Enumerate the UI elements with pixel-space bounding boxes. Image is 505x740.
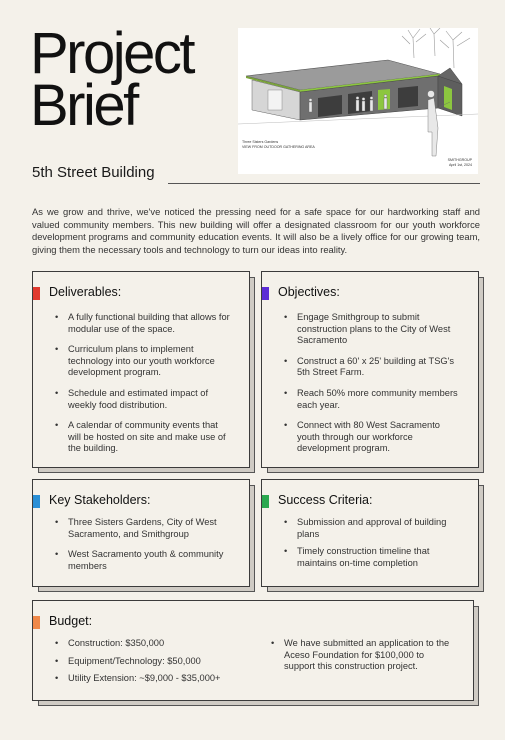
list-item: • Construct a 60' x 25' building at TSG's 5th Street Farm. <box>284 356 462 379</box>
budget-marker <box>33 616 40 629</box>
list-item: • Reach 50% more community members each year. <box>284 388 462 411</box>
title-line-brief: Brief <box>30 73 137 138</box>
stakeholders-heading: Key Stakeholders: <box>49 493 151 507</box>
list-item: • Equipment/Technology: $50,000 <box>55 656 265 668</box>
deliverables-heading: Deliverables: <box>49 285 122 299</box>
building-illustration <box>238 28 478 174</box>
smithgroup-logo-text: SMITHGROUP <box>447 158 472 162</box>
list-item: • A calendar of community events that will be hosted on site and make use of the building. <box>55 420 233 455</box>
building-rendering <box>238 28 478 174</box>
objectives-heading: Objectives: <box>278 285 340 299</box>
rendering-caption-line-1: Three Sisters Gardens <box>242 140 279 144</box>
success-criteria-card <box>261 479 479 587</box>
objectives-marker <box>262 287 269 300</box>
deliverables-list <box>55 312 233 464</box>
rendering-caption <box>242 140 322 150</box>
success-criteria-list <box>284 517 462 575</box>
list-item: • Three Sisters Gardens, City of West Sacramento, and Smithgroup <box>55 517 233 540</box>
stakeholders-marker <box>33 495 40 508</box>
rendering-logo <box>448 158 472 168</box>
list-item: • We have submitted an application to the Aceso Foundation for $100,000 to support this construction project. <box>271 638 457 673</box>
budget-list-left <box>55 638 265 691</box>
budget-card <box>32 600 474 701</box>
subtitle-divider <box>168 183 480 184</box>
list-item: • Engage Smithgroup to submit construction plans to the City of West Sacramento <box>284 312 462 347</box>
list-item: • West Sacramento youth & community members <box>55 549 233 572</box>
deliverables-marker <box>33 287 40 300</box>
list-item: • Schedule and estimated impact of weekly food distribution. <box>55 388 233 411</box>
list-item: • Connect with 80 West Sacramento youth through our workforce development program. <box>284 420 462 455</box>
rendering-date: April 1st, 2024 <box>449 163 472 167</box>
budget-list-right <box>271 638 457 682</box>
list-item: • Utility Extension: ~$9,000 - $35,000+ <box>55 673 265 685</box>
success-criteria-heading: Success Criteria: <box>278 493 373 507</box>
stakeholders-list <box>55 517 233 581</box>
objectives-list <box>284 312 462 464</box>
list-item: • Submission and approval of building plans <box>284 517 462 540</box>
intro-paragraph: As we grow and thrive, we've noticed the pressing need for a safe space for our hardworking staff and valued community members. This new building will offer a designated classroom for our youth workforce development programs and community education events. It will also be a lively office for our growing team, giving them the necessary tools and technology to turn our ideas into reality. <box>32 206 480 255</box>
list-item: • Timely construction timeline that maintains on-time completion <box>284 546 462 569</box>
list-item: • A fully functional building that allows for modular use of the space. <box>55 312 233 335</box>
objectives-card <box>261 271 479 468</box>
deliverables-card <box>32 271 250 468</box>
list-item: • Curriculum plans to implement technology into our youth workforce development program. <box>55 344 233 379</box>
success-criteria-marker <box>262 495 269 508</box>
stakeholders-card <box>32 479 250 587</box>
page-subtitle: 5th Street Building <box>32 164 155 181</box>
rendering-caption-line-2: VIEW FROM OUTDOOR GATHERING AREA <box>242 145 315 149</box>
page-title <box>30 21 194 138</box>
budget-heading: Budget: <box>49 614 93 628</box>
list-item: • Construction: $350,000 <box>55 638 265 650</box>
title-line-project: Project <box>30 21 194 86</box>
